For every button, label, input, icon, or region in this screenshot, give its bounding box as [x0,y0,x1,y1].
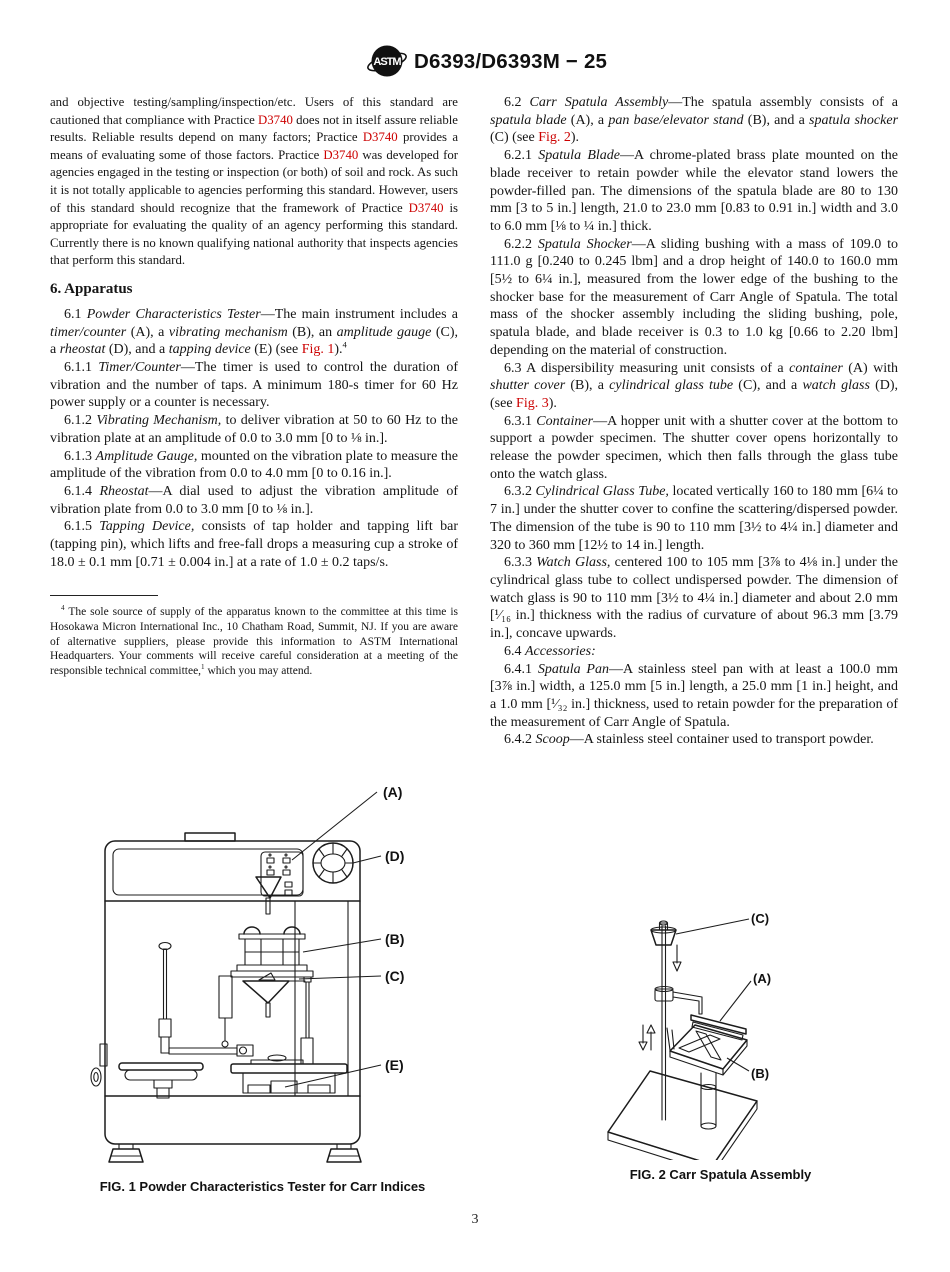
feet [109,1144,361,1162]
fig1-label-c: (C) [385,968,405,984]
base-plate [608,1071,757,1160]
rheostat-dial [313,843,353,883]
timer-counter-panel [261,852,303,896]
document-designation: D6393/D6393M − 25 [414,50,608,73]
callouts [285,784,404,1087]
tapping-rod [159,943,253,1057]
fig2-label-c: (C) [751,911,770,926]
reference-link[interactable]: D3740 [323,147,359,162]
reference-link[interactable]: D3740 [258,112,293,127]
footnote-block [50,595,458,678]
paragraph-6-1-3: 6.1.3 Amplitude Gauge, mounted on the vibration plate to measure the amplitude of the vibration from 0.0 to 4.0 mm [0 to 0.16 in.]. [50,448,459,482]
paragraph-6-1-2: 6.1.2 Vibrating Mechanism, to deliver vibration at 50 to 60 Hz to the vibration plate at an amplitude of 0.0 to 3.0 mm [0 to ⅛ in.]. [50,413,458,446]
fig1-label-e: (E) [385,1057,404,1073]
lower-funnel [243,973,305,1017]
fig1-label-b: (B) [385,931,405,947]
vibration-plate [231,1055,347,1093]
astm-logo [366,42,408,82]
reference-link[interactable]: Fig. 1 [301,342,335,358]
paragraph-6-2-2: 6.2.2 Spatula Shocker—A sliding bushing with a mass of 109.0 to 111.0 g [0.240 to 0.245 lbm] and a drop height of 140.0 to 160.0 mm [5½ to 6¼ in.], measured from the lower edge of the bushing to the shocker base for the measurement of Carr Angle of Spatula. The total mass of the shocker assembly including the sliding bushing, pole, spatula blade, and blade receiver is 0.3 to 1.0 kg [0.66 to 2.20 lbm] depending on the material of construction. [490,236,899,358]
astm-logo-text: ASTM [373,56,401,68]
paragraph-6-3: 6.3 A dispersibility measuring unit consists of a container (A) with shutter cover (B), a cylindrical glass tube (C), and a watch glass (D), (see Fig. 3). [490,360,899,411]
footnote-4: $^4$ The sole source of supply of the apparatus known to the committee at this time is Hosokawa Micron International Inc., 10 Chatham Road, Summit, NJ. If you are aware of alternative suppliers, please provide this information to ASTM International Headquarters. Your comments will receive careful consideration at a meeting of the responsible technical committee,$^1$ which you may attend. [50,604,458,677]
paragraph-6-1: 6.1 Powder Characteristics Tester—The main instrument includes a timer/counter (A), a vibrating mechanism (B), an amplitude gauge (C), a rheostat (D), and a tapping device (E) (see Fig. 1).$^4$ [50,306,458,358]
figure-2 [553,888,888,1182]
caveat-paragraph: and objective testing/sampling/inspection/etc. Users of this standard are cautioned that compliance with Practice D3740 does not in itself assure reliable results. Reliable results depend on many factors; Practice D3740 provides a means of evaluating some of those factors. Practice D3740 was developed for agencies engaged in the testing or inspection (or both) of soil and rock. As such it is not totally applicable to agencies performing this standard. However, users of this standard should recognize that the framework of Practice D3740 is appropriate for evaluating the quality of an agency performing this standard. Currently there is no known qualifying national authority that inspects agencies that perform this standard. [50,95,459,268]
figure-1-drawing [55,776,470,1172]
fig1-label-d: (D) [385,848,405,864]
right-column [490,94,898,749]
page-number: 3 [471,1212,479,1227]
paragraph-6-2: 6.2 Carr Spatula Assembly—The spatula assembly consists of a spatula blade (A), a pan base/elevator stand (B), and a spatula shocker (C) (see Fig. 2). [490,95,899,146]
reference-link[interactable]: D3740 [362,130,398,145]
paragraph-6-1-5: 6.1.5 Tapping Device, consists of tap holder and tapping lift bar (tapping pin), which lifts and free-fall drops a measuring cup a stroke of 18.0 ± 0.1 mm [0.71 ± 0.004 in.] at a rate of 1.0 ± 0.2 taps/s. [50,519,458,570]
paragraph-6-1-4: 6.1.4 Rheostat—A dial used to adjust the vibration amplitude of vibration plate from 0.0 to 3.0 mm [0 to ⅛ in.]. [50,483,459,517]
paragraph-6-3-2: 6.3.2 Cylindrical Glass Tube, located vertically 160 to 180 mm [6¼ to 7 in.] under the shutter cover to confine the scattering/dispersed powder. The dimension of the tube is 90 to 110 mm [3½ to 4¼ in.] diameter and 320 to 360 mm [12½ to 14 in.] length. [490,484,898,553]
figure-2-caption: FIG. 2 Carr Spatula Assembly [629,1167,812,1182]
callouts [676,911,771,1081]
figure-1-caption: FIG. 1 Powder Characteristics Tester for Carr Indices [99,1179,426,1194]
reference-link[interactable]: Fig. 3 [516,395,549,411]
fig1-label-a: (A) [383,784,403,800]
fig2-label-b: (B) [751,1066,770,1081]
fig2-label-a: (A) [753,971,772,986]
pedestal [701,1073,716,1129]
left-column [50,94,458,678]
page-header [366,42,607,82]
spatula-shocker [651,921,676,945]
paragraph-6-1-1: 6.1.1 Timer/Counter—The timer is used to control the duration of vibration and the number of taps. A minimum 180-s timer for 60 Hz power supply or a counter is necessary. [50,360,459,411]
pole [662,926,666,1120]
reference-link[interactable]: Fig. 2 [538,130,571,146]
footnote-rule [50,595,158,596]
guide-slot [219,976,232,1047]
left-platform [119,1063,203,1098]
figure-1 [55,776,470,1194]
right-support-rod [301,977,313,1064]
paragraph-6-3-1: 6.3.1 Container—A hopper unit with a shutter cover at the bottom to support a powder specimen. The shutter cover opens horizontally to release the powder specimen, which then falls through the glass tube onto the watch glass. [490,413,899,482]
paragraph-6-2-1: 6.2.1 Spatula Blade—A chrome-plated brass plate mounted on the blade receiver to retain powder while the elevator stand lowers the powder-filled pan. The dimensions of the spatula blade are 80 to 130 mm [3 to 5 in.] length, 21.0 to 23.0 mm [0.83 to 0.91 in.] width and 3.0 to 6.0 mm [⅛ to ¼ in.] thick. [490,148,899,234]
paragraph-6-3-3: 6.3.3 Watch Glass, centered 100 to 105 mm [3⅞ to 4⅛ in.] under the cylindrical glass tube to collect undispersed powder. The dimension of watch glass is 90 to 110 mm [3½ to 4¼ in.] diameter and about 2.0 mm [¹⁄₁₆ in.] thickness with the radius of curvature of about 96.3 mm [3.79 in.], concave upwards. [490,555,898,642]
measuring-cup-assembly [231,927,313,977]
section-heading-apparatus: 6. Apparatus [50,280,133,297]
paragraph-6-4: 6.4 Accessories: [504,643,596,659]
paragraph-6-4-1: 6.4.1 Spatula Pan—A stainless steel pan with at least a 100.0 mm [3⅞ in.] width, a 125.0 mm [5 in.] length, a 25.0 mm [1 in.] height, and a 1.0 mm [¹⁄₃₂ in.] thickness, used to retain powder for the preparation of the measurement of Carr Angle of Spatula. [490,661,898,730]
figure-2-drawing [553,888,888,1160]
paragraph-6-4-2: 6.4.2 Scoop—A stainless steel container used to transport powder. [504,732,874,748]
reference-link[interactable]: D3740 [408,200,444,215]
